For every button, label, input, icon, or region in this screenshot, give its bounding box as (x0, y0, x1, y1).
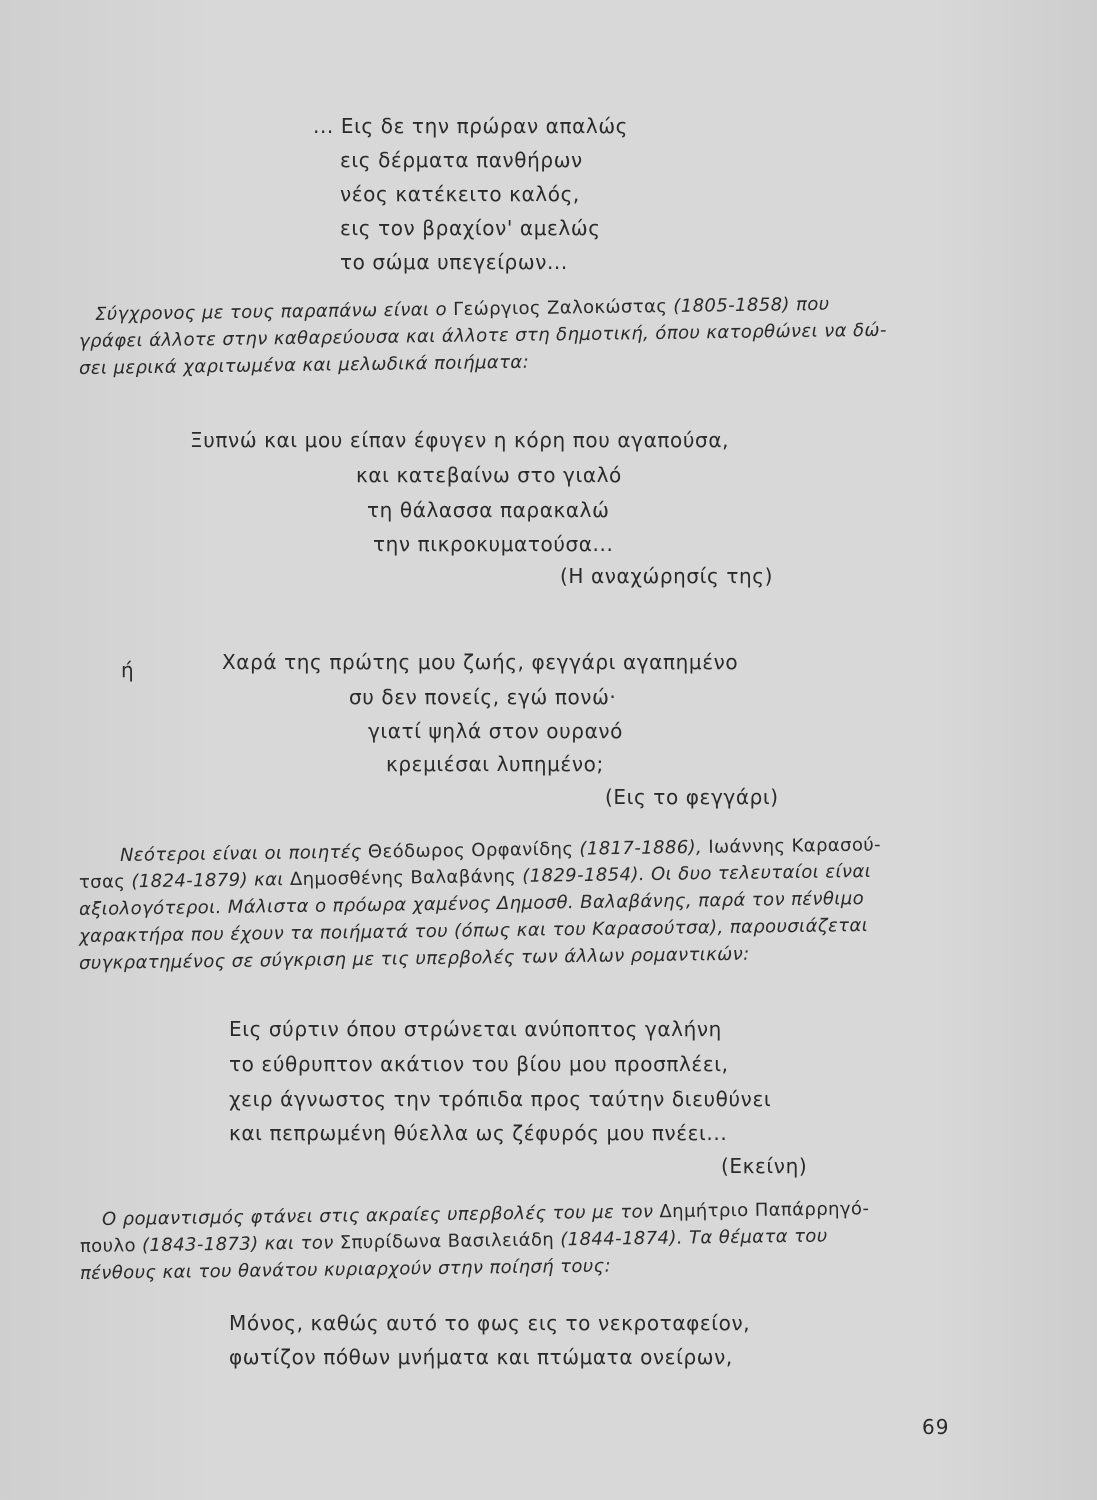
proper-name: Θεόδωρος Ορφανίδης (367, 838, 574, 863)
prose-line (94, 293, 830, 325)
poem-line: Χαρά της πρώτης μου ζωής, φεγγάρι αγαπημένο (222, 650, 739, 674)
prose-text: (1829-1854). Οι δυο τελευταίοι είναι (515, 860, 872, 887)
prose-text: χαρακτήρα που έχουν τα ποιήματά του (όπως και του Καρασούτσα), παρουσιάζεται (78, 914, 869, 947)
poem-line: το εύθρυπτον ακάτιον του βίου μου προσπλέει, (229, 1052, 729, 1076)
poem-line: την πικροκυματούσα... (373, 532, 614, 556)
poem-title: (Η αναχώρησίς της) (560, 564, 774, 588)
prose-line (78, 860, 872, 893)
prose-line (78, 943, 750, 974)
prose-line (79, 1225, 828, 1257)
proper-name: τσας (78, 871, 126, 893)
prose-text: (1824-1879) και (125, 869, 291, 893)
poem-line: ... Εις δε την πρώραν απαλώς (313, 114, 629, 138)
poem-line: και κατεβαίνω στο γιαλό (356, 463, 622, 487)
poem-line: Μόνος, καθώς αυτό το φως εις το νεκροταφείον, (229, 1311, 751, 1335)
prose-line (78, 319, 887, 352)
proper-name: Γεώργιος Ζαλοκώστας (452, 296, 668, 320)
prose-text: (1817-1886), (573, 836, 709, 860)
proper-name: Ιωάννης Καρασού- (708, 834, 882, 858)
poem-line: χειρ άγνωστος την τρόπιδα προς ταύτην διευθύνει (229, 1087, 772, 1111)
prose-text: αξιολογότεροι. Μάλιστα ο πρόωρα χαμένος Δημοσθ. Βαλαβάνης, παρά τον πένθιμο (78, 888, 865, 920)
prose-line (79, 890, 864, 919)
prose-text: Ο ρομαντισμός φτάνει στις ακραίες υπερβολές του με τον (101, 1201, 660, 1230)
poem-line: νέος κατέκειτο καλός, (340, 182, 580, 206)
proper-name: Δημήτριο Παπάρρηγό- (659, 1198, 870, 1223)
prose-text: γράφει άλλοτε στην καθαρεύουσα και άλλοτε στη δημοτική, όπου κατορθώνει να δώ- (78, 319, 887, 352)
prose-line (120, 836, 881, 865)
poem-line: Εις σύρτιν όπου στρώνεται ανύποπτος γαλήνη (229, 1017, 722, 1041)
prose-text: Νεότεροι είναι οι ποιητές (119, 841, 369, 866)
prose-text: συγκρατημένος σε σύγκριση με τις υπερβολές των άλλων ρομαντικών: (78, 943, 750, 974)
poem-line: το σώμα υπεγείρων... (340, 250, 568, 274)
poem-line: εις δέρματα πανθήρων (340, 148, 583, 172)
poem-line: τη θάλασσα παρακαλώ (367, 498, 610, 522)
prose-text: (1805-1858) που (667, 293, 830, 318)
poem-line: φωτίζον πόθων μνήματα και πτώματα ονείρων, (229, 1345, 733, 1369)
prose-line (102, 1200, 870, 1229)
poem-line: κρεμιέσαι λυπημένο; (386, 752, 604, 776)
prose-text: Σύγχρονος με τους παραπάνω είναι ο (94, 299, 454, 325)
proper-name: Δημοσθένης Βαλαβάνης (289, 865, 517, 891)
prose-text: πένθους και του θανάτου κυριαρχούν στην ποίησή τους: (79, 1255, 612, 1284)
poem-line: εις τον βραχίον' αμελώς (340, 216, 601, 240)
prose-text: (1843-1873) και τον (135, 1232, 340, 1257)
poem-line: Ξυπνώ και μου είπαν έφυγεν η κόρη που αγαπούσα, (190, 428, 730, 452)
prose-line (79, 1255, 612, 1284)
page-number: 69 (922, 1415, 950, 1439)
poem-line: γιατί ψηλά στον ουρανό (368, 719, 623, 743)
prose-line (78, 914, 869, 947)
poem-line: και πεπρωμένη θύελλα ως ζέφυρός μου πνέει... (229, 1121, 728, 1145)
prose-text: σει μερικά χαριτωμένα και μελωδικά ποιήματα: (78, 351, 530, 379)
poem-line: συ δεν πονείς, εγώ πονώ· (349, 685, 617, 709)
or-marker: ή (121, 658, 135, 682)
poem-title: (Εκείνη) (721, 1154, 808, 1178)
prose-text: (1844-1874). Τα θέματα του (554, 1225, 828, 1251)
proper-name: Σπυρίδωνα Βασιλειάδη (339, 1229, 555, 1254)
proper-name: πουλο (79, 1235, 137, 1257)
poem-title: (Εις το φεγγάρι) (605, 785, 779, 809)
prose-line (78, 351, 530, 379)
